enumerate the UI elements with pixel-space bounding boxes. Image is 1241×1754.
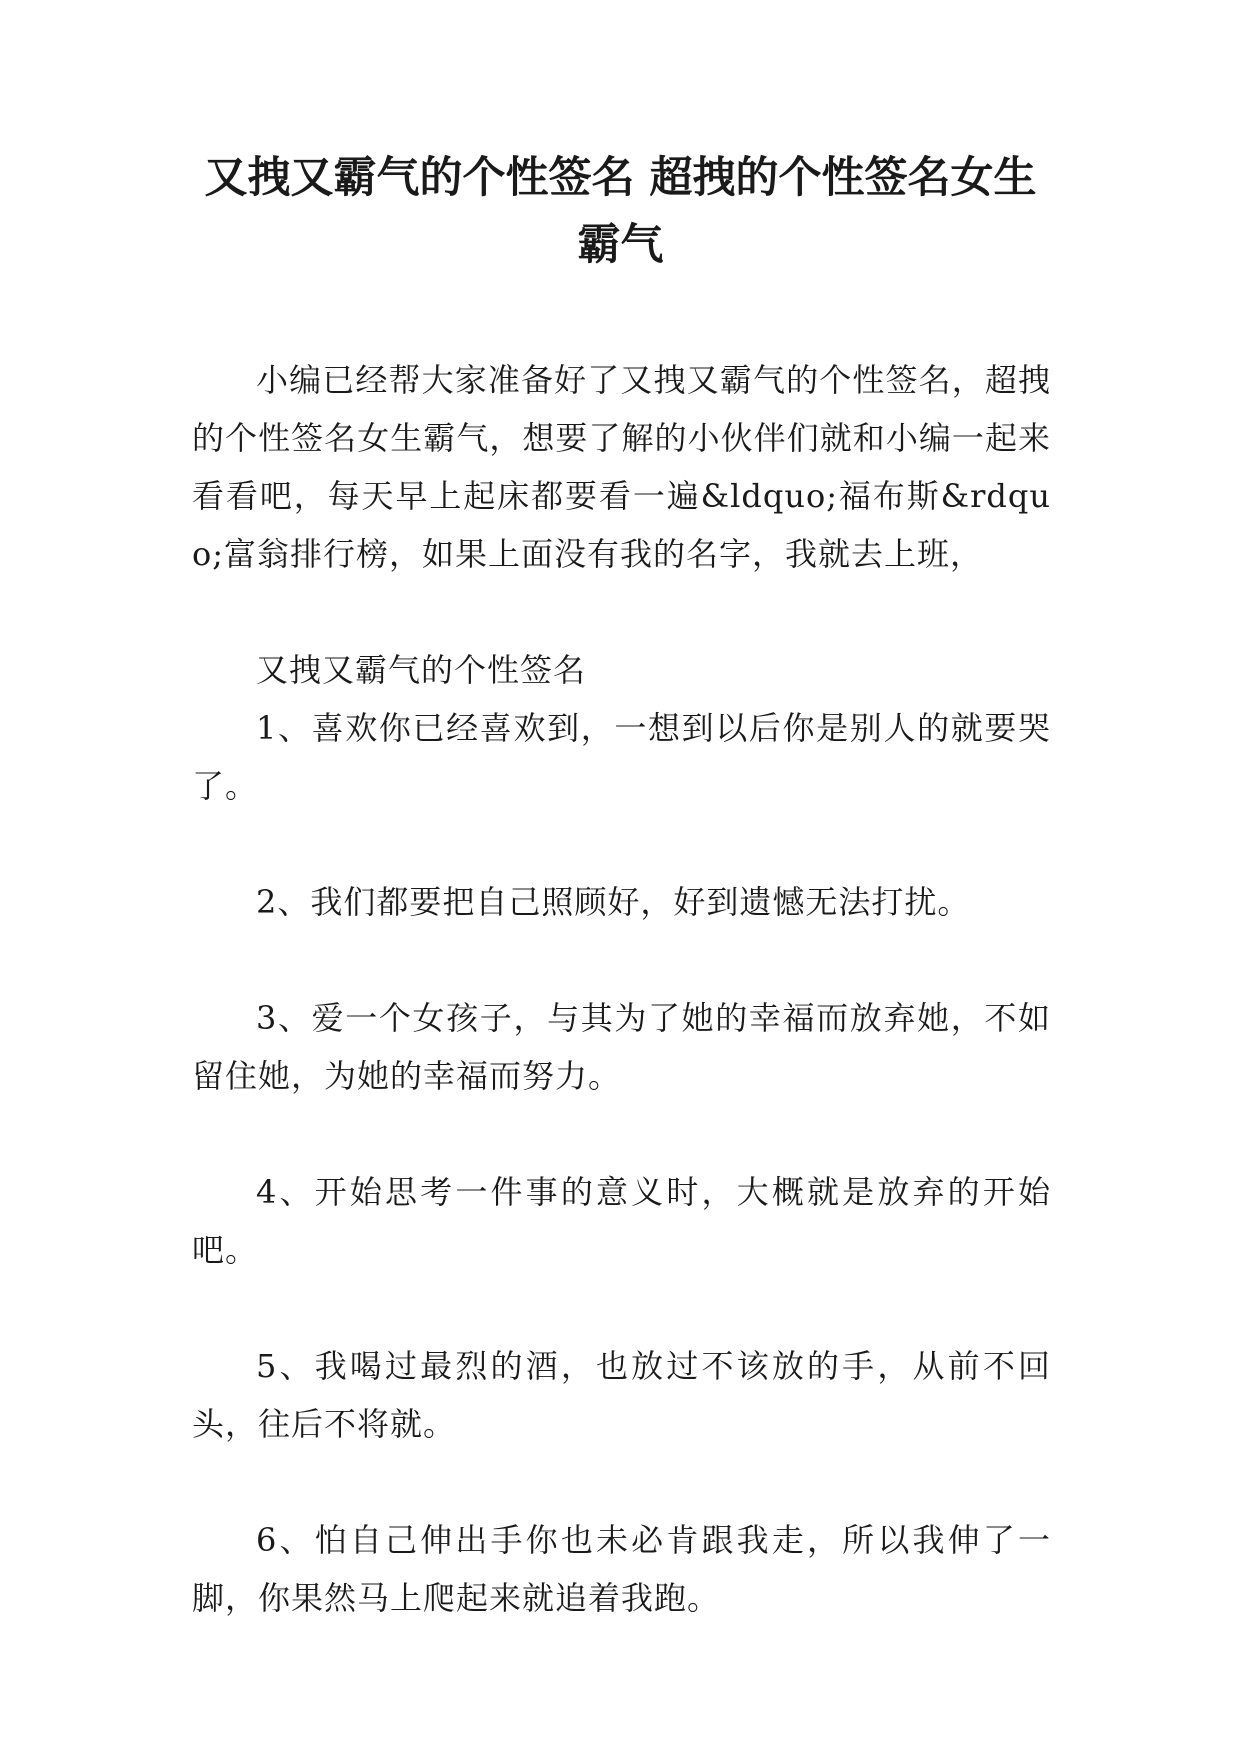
- list-item: 3、爱一个女孩子，与其为了她的幸福而放弃她，不如留住她，为她的幸福而努力。: [192, 999, 1051, 1095]
- list-item: 4、开始思考一件事的意义时，大概就是放弃的开始吧。: [192, 1173, 1051, 1269]
- intro-paragraph: 小编已经帮大家准备好了又拽又霸气的个性签名，超拽的个性签名女生霸气，想要了解的小伙伴们就和小编一起来看看吧，每天早上起床都要看一遍&ldquo;福布斯&rdquo;富翁排行榜，如果上面没有我的名字，我就去上班，: [192, 361, 1051, 573]
- list-item: 5、我喝过最烈的酒，也放过不该放的手，从前不回头，往后不将就。: [192, 1347, 1051, 1443]
- page-title: 又拽又霸气的个性签名 超拽的个性签名女生霸气: [204, 153, 1037, 270]
- section-heading: 又拽又霸气的个性签名: [256, 651, 587, 689]
- list-item: 2、我们都要把自己照顾好，好到遗憾无法打扰。: [256, 883, 971, 921]
- list-item: 1、喜欢你已经喜欢到，一想到以后你是别人的就要哭了。: [192, 709, 1051, 805]
- list-item: 6、怕自己伸出手你也未必肯跟我走，所以我伸了一脚，你果然马上爬起来就追着我跑。: [192, 1521, 1051, 1617]
- document-body: [192, 351, 1051, 1685]
